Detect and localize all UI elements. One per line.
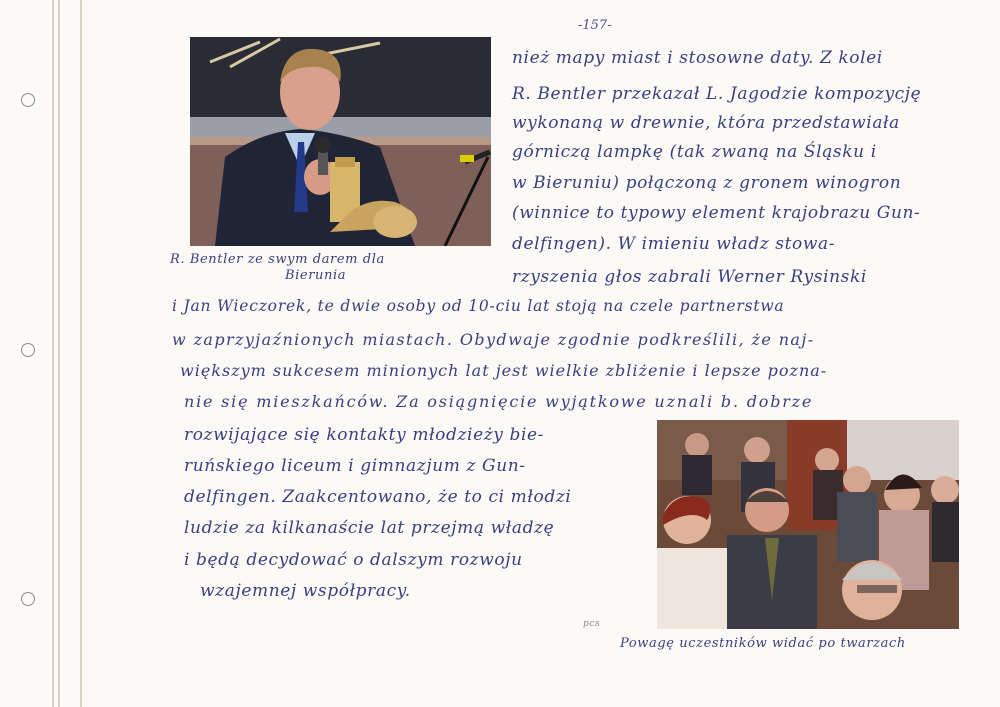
text-line: delfingen. Zaakcentowano, że to ci młodzi [184, 487, 572, 507]
text-line: rozwijające się kontakty młodzieży bie- [184, 425, 545, 445]
photo-1-caption-line-2: Bierunia [285, 268, 347, 283]
page-number: -157- [578, 18, 612, 33]
text-line: górniczą lampkę (tak zwaną na Śląsku i [512, 142, 877, 162]
text-line: rzyszenia głos zabrali Werner Rysinski [512, 267, 867, 287]
margin-line [80, 0, 82, 707]
photo-speaker [190, 37, 491, 246]
text-line: nie się mieszkańców. Za osiągnięcie wyjątkowe uznali b. dobrze [184, 392, 814, 411]
margin-line [52, 0, 54, 707]
text-line: i Jan Wieczorek, te dwie osoby od 10-ciu lat stoją na czele partnerstwa [172, 297, 785, 315]
text-line: R. Bentler przekazał L. Jagodzie kompozycję [512, 84, 922, 104]
text-line: ruńskiego liceum i gimnazjum z Gun- [184, 456, 526, 476]
audience-photo-image [657, 420, 959, 629]
binder-hole [21, 343, 35, 357]
binder-hole [21, 93, 35, 107]
text-line: delfingen). W imieniu władz stowa- [512, 234, 836, 254]
margin-line [58, 0, 60, 707]
small-mark: pcs [583, 619, 601, 629]
text-line: wykonaną w drewnie, która przedstawiała [512, 113, 900, 133]
binder-hole [21, 592, 35, 606]
text-line: i będą decydować o dalszym rozwoju [184, 550, 523, 570]
photo-1-caption-line-1: R. Bentler ze swym darem dla [170, 252, 385, 267]
text-line: nież mapy miast i stosowne daty. Z kolei [512, 48, 883, 68]
text-line: ludzie za kilkanaście lat przejmą władzę [184, 518, 555, 538]
photo-audience [657, 420, 959, 629]
text-line: w Bieruniu) połączoną z gronem winogron [512, 173, 902, 193]
speaker-photo-image [190, 37, 491, 246]
text-line: większym sukcesem minionych lat jest wielkie zbliżenie i lepsze pozna- [180, 361, 828, 380]
photo-2-caption: Powagę uczestników widać po twarzach [620, 636, 906, 651]
text-line: wzajemnej współpracy. [200, 581, 411, 601]
text-line: w zaprzyjaźnionych miastach. Obydwaje zgodnie podkreślili, że naj- [172, 330, 815, 349]
text-line: (winnice to typowy element krajobrazu Gun- [512, 203, 921, 223]
